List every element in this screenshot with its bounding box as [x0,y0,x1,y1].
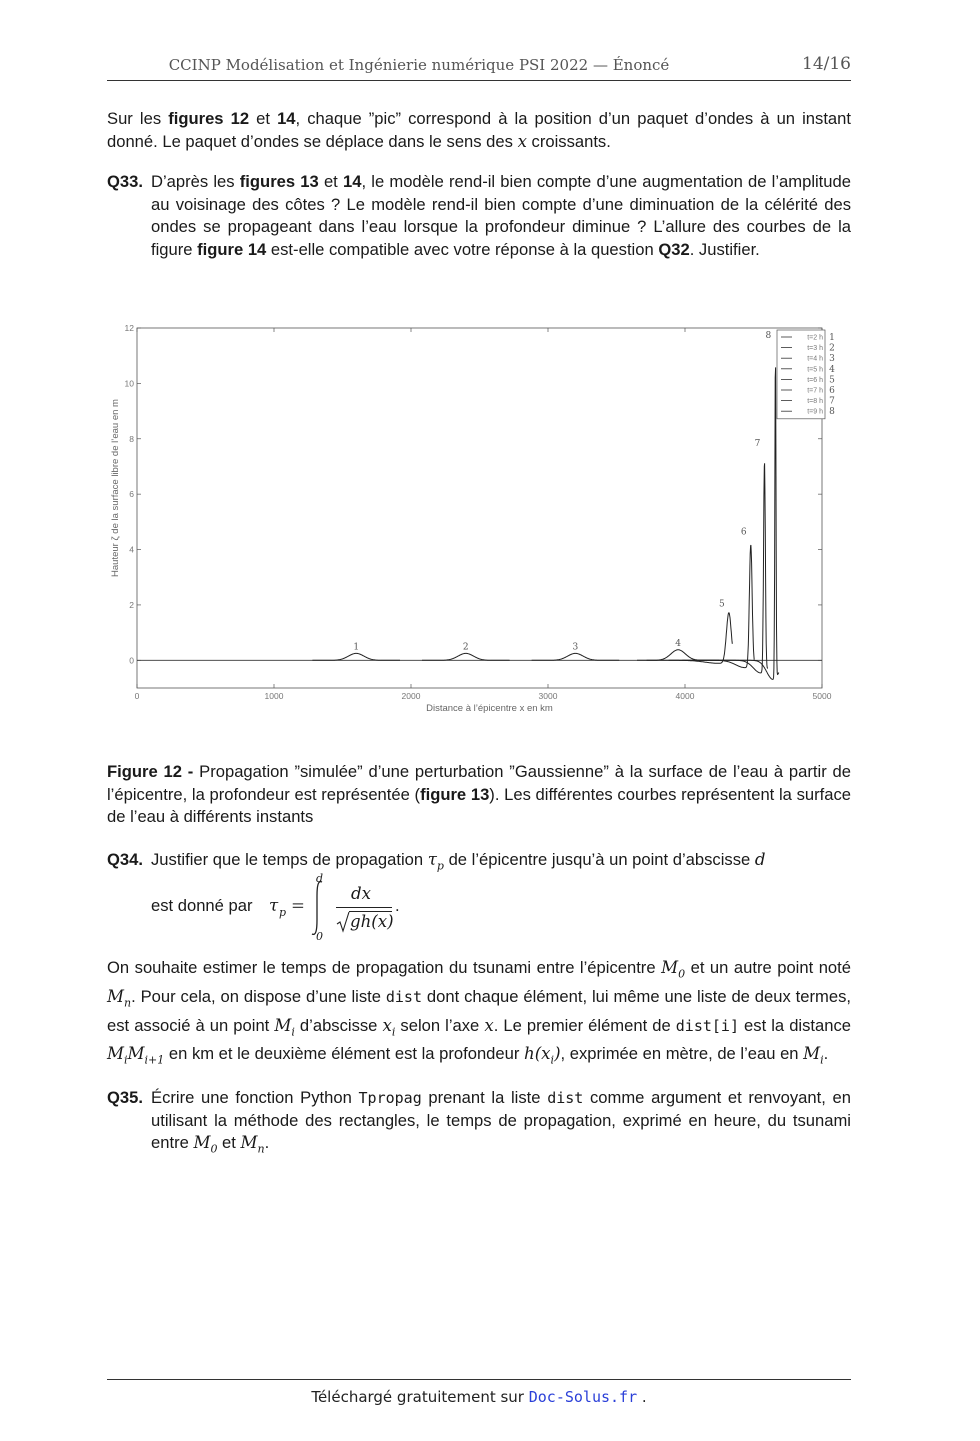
y-tick-label: 2 [129,599,134,610]
integral-upper-bound: d [316,872,324,885]
doc-solus-link[interactable]: Doc-Solus.fr [528,1388,638,1406]
peak-label-2: 2 [462,642,469,653]
legend-box [777,330,825,419]
formula-prefix: est donné par [151,896,253,915]
p-text: et un autre point noté [685,958,852,977]
legend-number: 6 [829,386,835,396]
series-line-3 [532,653,620,660]
square-root-icon [336,911,350,933]
series-line-2 [422,653,510,660]
peak-label-8: 8 [765,330,772,341]
legend-number: 1 [829,333,835,343]
formula-period: . [395,896,400,915]
math-M: M [193,1133,211,1152]
p-text: , exprimée en mètre, de l’eau en [560,1044,804,1064]
chart-axes [110,323,832,714]
series-line-5 [647,613,733,664]
math-sub: i [820,1053,824,1067]
legend-number: 8 [829,407,835,418]
p-text: . Pour cela, on dispose d’une liste [131,986,386,1006]
page-footer [107,1379,851,1406]
series-line-1 [312,653,400,660]
y-tick-label: 0 [129,655,134,666]
math-sub: i [291,1024,295,1038]
ref-figure-13: figures 13 [239,172,319,191]
legend-entry: t=3 h [807,345,823,353]
question-33 [107,171,851,261]
legend-number: 3 [829,354,835,365]
math-x: x [517,131,527,151]
chart-series-group [312,331,778,680]
math-sub: i [124,1053,128,1067]
math-sub: 0 [210,1142,218,1156]
q-text: comme argument et renvoyant, en utilisant la méthode des rectangles, le temps de propagation, exprimé en heure, du tsunami entre [151,1088,851,1152]
math-M: M [107,1044,124,1064]
q-text: Écrire une fonction Python [151,1088,359,1107]
legend-entry: t=2 h [807,334,823,342]
question-label: Q35. [107,1088,143,1107]
plot-frame [137,328,822,688]
intro-text: , chaque ”pic” correspond à la position d’un paquet d’ondes à un instant donné. Le paquet d’ondes se déplace dans le sens des [107,109,851,151]
legend-entry: t=6 h [807,376,823,384]
y-tick-label: 4 [129,544,134,555]
x-tick-label: 0 [134,691,140,701]
y-tick-label: 6 [129,489,134,500]
legend-number: 4 [829,364,835,375]
figure-12-caption [107,761,851,829]
intro-paragraph [107,108,851,153]
y-tick-label: 12 [124,323,134,333]
math-M: M [274,1015,292,1035]
x-tick-label: 5000 [812,691,832,701]
header-title: CCINP Modélisation et Ingénierie numérique PSI 2022 — Énoncé [168,56,670,74]
math-sub: 0 [678,967,686,981]
p-text: d’abscisse [294,1015,383,1035]
y-tick-label: 8 [129,433,134,444]
q-text: , le modèle rend-il bien compte d’une augmentation de l’amplitude au voisinage des côtes ? Le modèle rend-il bien compte d’une diminuation de la célérité des ondes se propageant dans l’eau lorsque la profondeur diminue ? L’allure des courbes de la figure [151,172,851,259]
question-label: Q33. [107,172,143,191]
chart-svg [100,318,845,718]
peak-label-1: 1 [353,642,360,653]
x-tick-label: 1000 [264,691,284,701]
math-tau: τ [269,896,279,915]
math-d: d [754,850,766,869]
caption-text: ). Les différentes courbes représentent la surface de l’eau à différents instants [107,784,851,826]
q-text: est-elle compatible avec votre réponse à la question [266,239,659,259]
p-text: en km et le deuxième élément est la profondeur [164,1044,524,1064]
question-35 [107,1087,851,1161]
footer-label: Téléchargé gratuitement sur [311,1388,529,1406]
peak-label-7: 7 [754,438,761,449]
math-sub-p: p [436,859,444,873]
legend-entry: t=5 h [807,366,823,374]
q-text: prenant la liste [421,1088,548,1107]
fraction-bar [336,907,392,908]
series-line-7 [682,463,768,673]
p-text: . Le premier élément de [493,1015,676,1035]
code-tpropag: Tpropag [358,1089,422,1107]
peak-label-5: 5 [718,599,725,610]
ref-q32: Q32 [658,239,690,259]
footer-end: . [637,1388,647,1406]
ref-figure-13: figure 13 [420,784,490,804]
p-text: On souhaite estimer le temps de propagation du tsunami entre l’épicentre [107,958,662,977]
p-text: est la distance [738,1015,852,1035]
math-sub: i [550,1053,555,1067]
ref-figure-14: figure 14 [197,239,267,259]
math-tau: τ [427,850,437,869]
q-text: de l’épicentre jusqu’à un point d’abscisse [443,850,755,869]
integral-formula [151,872,551,944]
math-M: M [661,958,679,977]
caption-text: Propagation ”simulée” d’une perturbation ”Gaussienne” à la surface de l’eau à partir de l’épicentre, la profondeur est représentée ( [107,762,851,804]
q-text: et [318,172,343,191]
code-dist-i: dist[i] [675,1016,739,1035]
math-equals: = [291,896,305,915]
math-h: h [524,1044,535,1064]
x-tick-label: 4000 [675,691,695,701]
page-number: 14/16 [802,54,851,74]
math-x: x [541,1044,551,1064]
math-M: M [803,1044,821,1064]
page-header [107,52,851,81]
peak-label-4: 4 [675,638,682,649]
figure-12-chart [100,318,845,718]
paragraph-dist: On souhaite estimer le temps de propagation du tsunami entre l’épicentre $M_0$ et un autre point noté $M_n$. Pour cela, on dispose d’une liste dist dont chaque élément, lui même une liste de deux termes, est associé à un point $M_i$ d’abscisse $x_i$ selon l’axe x. Le premier élément de dist[i] est la distance $M_iM_{i+1}$ en km et le deuxième élément est la profondeur $h(x_i)$, exprimée en mètre, de l’eau en $M_i$. [107,958,852,1067]
code-dist: dist [385,987,422,1006]
integral-sign-icon [309,878,327,938]
q-text: Justifier que le temps de propagation [151,850,428,869]
legend-number: 7 [829,396,835,407]
question-label: Q34. [107,850,143,869]
integral-lower-bound: 0 [316,930,323,943]
footer-text [107,1388,851,1406]
legend-entry: t=9 h [807,408,823,416]
legend-number: 2 [829,343,835,354]
q-text: D’après les [151,172,240,191]
series-line-4 [637,650,719,661]
ref-figure-14: 14 [277,109,296,128]
p-text: dont chaque élément, lui même une liste de deux termes, est associé à un point [107,986,851,1035]
x-axis-label: Distance à l’épicentre x en km [426,703,553,714]
question-text [151,171,851,261]
ref-figure-12: figures 12 [168,109,250,128]
math-sub: n [257,1142,265,1156]
math-M: M [127,1044,145,1064]
math-x: x [382,1015,392,1035]
legend-entry: t=7 h [807,387,823,395]
intro-text: et [249,109,278,128]
math-M: M [107,986,124,1006]
series-line-6 [669,545,755,668]
y-tick-label: 10 [124,378,134,389]
legend-number: 5 [829,375,835,386]
peak-label-3: 3 [572,642,579,653]
caption-label: Figure 12 - [107,762,194,781]
math-sub: i+1 [144,1053,165,1067]
y-axis-label: Hauteur ζ de la surface libre de l’eau en m [110,399,121,577]
intro-text: Sur les [107,109,169,128]
chart-legend [777,330,835,419]
q-text: et [217,1133,241,1152]
math-sub: i [391,1024,396,1038]
math-sub-p: p [279,906,287,919]
math-sub: n [124,996,132,1010]
p-text: selon l’axe [395,1015,485,1035]
fraction-numerator: dx [351,884,371,903]
fraction-denominator: gh(x) [350,912,394,931]
ref-figure-14: 14 [343,172,362,191]
x-tick-label: 2000 [401,691,421,701]
x-tick-label: 3000 [538,691,558,701]
math-x: x [484,1015,494,1035]
math-M: M [240,1133,258,1152]
code-dist: dist [547,1089,584,1107]
intro-text: croissants. [526,131,611,151]
question-text: Écrire une fonction Python Tpropag prenant la liste dist comme argument et renvoyant, en utilisant la méthode des rectangles, le temps de propagation, exprimé en heure, du tsunami entre $M_0$ et $M_n$. [151,1088,851,1156]
peak-label-6: 6 [740,527,747,538]
legend-entry: t=4 h [807,355,823,363]
q-text: . Justifier. [689,239,760,259]
legend-entry: t=8 h [807,398,823,406]
